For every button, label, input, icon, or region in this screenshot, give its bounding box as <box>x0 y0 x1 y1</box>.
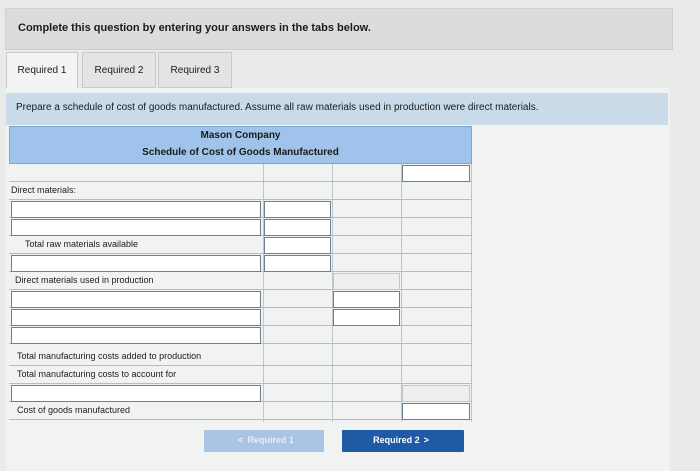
table-row <box>9 326 472 344</box>
total-added-label: Total manufacturing costs added to production <box>17 351 202 361</box>
prev-button-label: Required 1 <box>247 435 294 445</box>
schedule-title: Schedule of Cost of Goods Manufactured <box>142 147 339 158</box>
tab-required-1[interactable]: Required 1 <box>6 52 78 88</box>
raw-materials-line-1-amount-input[interactable] <box>264 201 331 218</box>
table-row <box>9 308 472 326</box>
table-row <box>9 218 472 236</box>
cost-line-1-label-input[interactable] <box>11 291 261 308</box>
raw-materials-line-2-label-input[interactable] <box>11 219 261 236</box>
schedule-header <box>9 126 472 164</box>
total-account-label: Total manufacturing costs to account for <box>17 369 177 379</box>
prompt-text: Prepare a schedule of cost of goods manufactured. Assume all raw materials used in production were direct materials. <box>16 102 539 113</box>
cost-line-2-amount-input[interactable] <box>333 309 400 326</box>
table-row <box>9 384 472 402</box>
table-row <box>9 272 472 290</box>
cost-line-4-amount-input[interactable] <box>402 385 470 402</box>
next-required-button[interactable] <box>342 430 464 452</box>
direct-materials-label: Direct materials: <box>11 185 77 195</box>
chevron-right-icon: > <box>423 435 429 445</box>
cost-line-4-label-input[interactable] <box>11 385 261 402</box>
table-row <box>9 182 472 200</box>
cost-line-2-label-input[interactable] <box>11 309 261 326</box>
direct-materials-used-amount-input[interactable] <box>333 273 400 290</box>
table-row <box>9 366 472 384</box>
instruction-text: Complete this question by entering your answers in the tabs below. <box>18 22 371 34</box>
table-row <box>9 200 472 218</box>
direct-materials-used-label: Direct materials used in production <box>15 275 154 285</box>
table-row <box>9 236 472 254</box>
instruction-bar <box>5 8 673 50</box>
cost-line-3-label-input[interactable] <box>11 327 261 344</box>
prev-required-button[interactable] <box>204 430 324 452</box>
tab-required-3[interactable]: Required 3 <box>158 52 232 88</box>
raw-materials-line-2-amount-input[interactable] <box>264 219 331 236</box>
total-raw-materials-label: Total raw materials available <box>25 239 139 249</box>
cogm-label: Cost of goods manufactured <box>17 405 131 415</box>
cost-line-1-amount-input[interactable] <box>333 291 400 308</box>
raw-materials-line-1-label-input[interactable] <box>11 201 261 218</box>
table-row <box>9 348 472 366</box>
next-button-label: Required 2 <box>373 435 420 445</box>
tab-required-2[interactable]: Required 2 <box>82 52 156 88</box>
prompt-bar <box>6 93 668 125</box>
raw-materials-line-3-amount-input[interactable] <box>264 255 331 272</box>
chevron-left-icon: < <box>238 435 244 445</box>
table-row <box>9 164 472 182</box>
cogm-amount-input[interactable] <box>402 403 470 420</box>
header-input-col-4[interactable] <box>402 165 470 182</box>
table-row <box>9 290 472 308</box>
table-row <box>9 402 472 420</box>
raw-materials-line-3-label-input[interactable] <box>11 255 261 272</box>
company-name: Mason Company <box>200 130 281 141</box>
total-raw-materials-amount-input[interactable] <box>264 237 331 254</box>
table-row <box>9 254 472 272</box>
